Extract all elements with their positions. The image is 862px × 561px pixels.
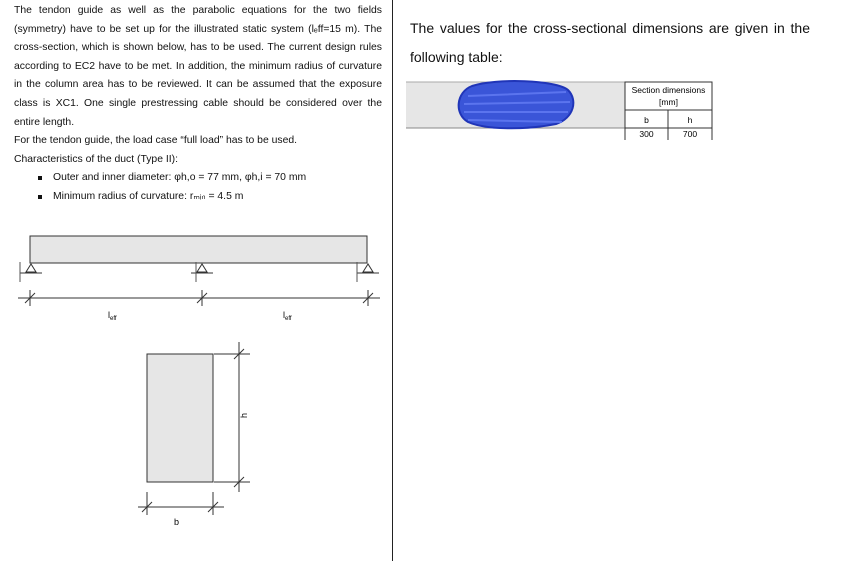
width-label: b	[174, 517, 180, 527]
column-divider	[392, 0, 393, 561]
span-dimension-line	[18, 290, 380, 306]
left-support	[20, 264, 42, 273]
table-value-h: 700	[682, 129, 698, 139]
table-value-b: 300	[639, 129, 654, 139]
problem-paragraph: The tendon guide as well as the parabolic equations for the two fields (symmetry) have to be set up for the illustrated static system (lₑff=15 m). The cross-section, which is shown below, has to be used. The current design rules according to EC2 have to be met. In addition, the minimum radius of curvature in the column area has to be reviewed. It can be assumed that the exposure class is XC1. One single prestressing cable should be considered over the entire length.	[14, 5, 382, 128]
table-header-title: Section dimensions	[631, 85, 706, 95]
table-col-h: h	[687, 115, 693, 125]
cross-section	[147, 354, 213, 482]
width-dimension-line	[138, 492, 224, 515]
dimension-table	[406, 78, 736, 148]
right-column	[410, 14, 810, 72]
list-item: Outer and inner diameter: φh,o = 77 mm, φh,i = 70 mm	[14, 169, 382, 188]
duct-heading: Characteristics of the duct (Type II):	[14, 153, 179, 165]
beam	[30, 236, 367, 263]
static-system-diagram	[0, 0, 392, 561]
list-item: Minimum radius of curvature: rₘᵢₙ = 4.5 m	[14, 188, 382, 207]
middle-support	[191, 264, 213, 273]
table-col-b: b	[644, 115, 649, 125]
height-label: h	[239, 412, 249, 418]
span-label-right: $l_{eff}$	[283, 310, 292, 322]
load-case-paragraph: For the tendon guide, the load case “full load” has to be used.	[14, 135, 298, 147]
table-header-unit: [mm]	[659, 97, 678, 107]
table-intro: The values for the cross-sectional dimensions are given in the following table:	[410, 20, 810, 65]
span-label-left: $l_{eff}$	[108, 310, 117, 322]
right-support	[357, 264, 379, 273]
